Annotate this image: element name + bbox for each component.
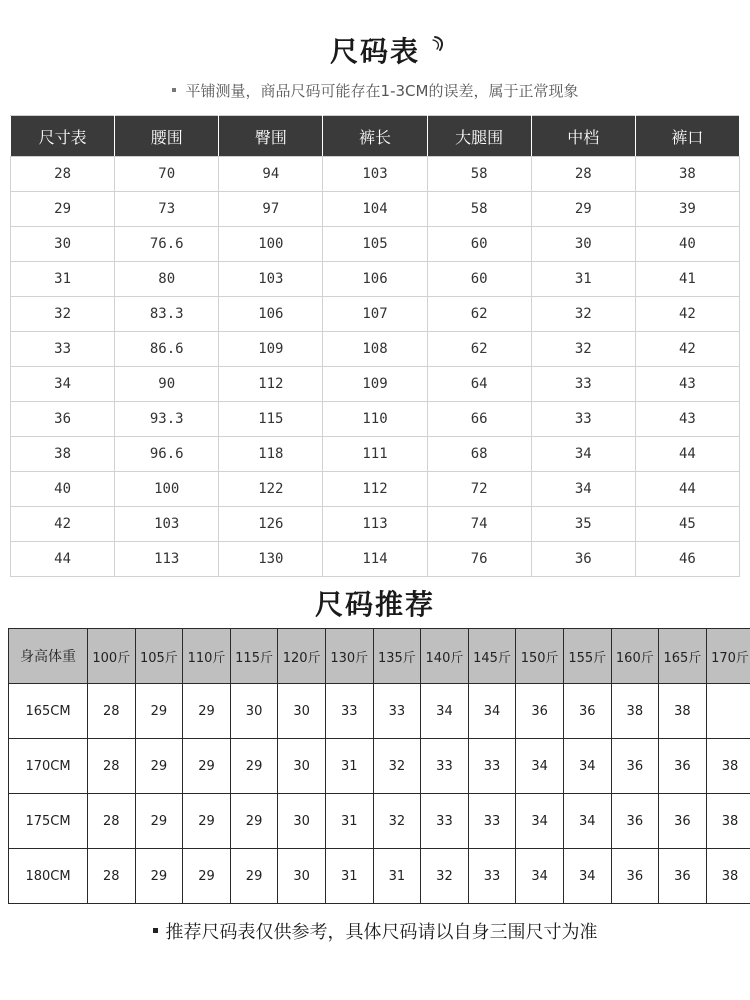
table-cell: 33 [421, 794, 469, 849]
table-cell: 29 [135, 684, 183, 739]
table-cell: 29 [183, 794, 231, 849]
table-cell: 68 [427, 437, 531, 472]
table-cell: 130 [219, 542, 323, 577]
table-cell: 28 [88, 794, 136, 849]
size-table-header-cell: 尺寸表 [11, 116, 115, 157]
table-cell: 73 [115, 192, 219, 227]
table-cell: 76.6 [115, 227, 219, 262]
table-row [9, 794, 750, 849]
table-cell: 43 [635, 367, 739, 402]
table-cell: 42 [635, 332, 739, 367]
size-table-header-cell: 臀围 [219, 116, 323, 157]
table-cell: 33 [531, 402, 635, 437]
table-cell: 86.6 [115, 332, 219, 367]
weight-header-cell: 120斤 [278, 629, 326, 684]
table-row [9, 684, 750, 739]
table-cell: 36 [531, 542, 635, 577]
size-table-header-row [11, 116, 740, 157]
table-cell: 30 [278, 684, 326, 739]
table-cell: 43 [635, 402, 739, 437]
table-cell: 34 [468, 684, 516, 739]
table-cell: 42 [635, 297, 739, 332]
table-cell: 29 [183, 684, 231, 739]
table-cell: 29 [135, 849, 183, 904]
table-cell: 36 [659, 794, 707, 849]
table-cell: 108 [323, 332, 427, 367]
recommendation-title: 尺码推荐 [314, 588, 435, 621]
table-cell: 29 [135, 794, 183, 849]
corner-header-cell: 身高体重 [9, 629, 88, 684]
weight-header-cell: 115斤 [230, 629, 278, 684]
table-cell: 100 [115, 472, 219, 507]
table-cell: 33 [468, 739, 516, 794]
table-cell: 66 [427, 402, 531, 437]
table-cell: 83.3 [115, 297, 219, 332]
table-cell: 28 [88, 849, 136, 904]
table-cell: 36 [611, 794, 659, 849]
table-cell: 33 [468, 794, 516, 849]
table-cell: 29 [183, 849, 231, 904]
table-cell: 113 [115, 542, 219, 577]
table-cell: 28 [88, 739, 136, 794]
table-cell: 29 [183, 739, 231, 794]
table-cell [706, 684, 750, 739]
height-row-header: 165CM [9, 684, 88, 739]
table-cell: 115 [219, 402, 323, 437]
weight-header-cell: 100斤 [88, 629, 136, 684]
recommendation-note [0, 918, 750, 944]
table-cell: 38 [635, 157, 739, 192]
size-table-header-cell: 腰围 [115, 116, 219, 157]
table-cell: 40 [11, 472, 115, 507]
table-cell: 62 [427, 332, 531, 367]
table-cell: 38 [706, 794, 750, 849]
weight-header-cell: 105斤 [135, 629, 183, 684]
table-row [11, 227, 740, 262]
table-cell: 112 [219, 367, 323, 402]
table-row [11, 507, 740, 542]
table-cell: 33 [468, 849, 516, 904]
table-cell: 32 [421, 849, 469, 904]
table-cell: 104 [323, 192, 427, 227]
table-cell: 29 [230, 794, 278, 849]
weight-header-cell: 170斤 [706, 629, 750, 684]
table-cell: 44 [635, 472, 739, 507]
table-cell: 32 [373, 739, 421, 794]
table-cell: 46 [635, 542, 739, 577]
table-cell: 103 [115, 507, 219, 542]
table-cell: 31 [531, 262, 635, 297]
table-cell: 80 [115, 262, 219, 297]
table-cell: 76 [427, 542, 531, 577]
table-cell: 44 [11, 542, 115, 577]
table-cell: 105 [323, 227, 427, 262]
measurement-note-text: 平铺测量，商品尺码可能存在1-3CM的误差，属于正常现象 [185, 82, 579, 100]
table-cell: 110 [323, 402, 427, 437]
table-cell: 60 [427, 262, 531, 297]
height-row-header: 175CM [9, 794, 88, 849]
table-cell: 36 [611, 739, 659, 794]
weight-header-cell: 155斤 [563, 629, 611, 684]
table-row [11, 367, 740, 402]
table-cell: 44 [635, 437, 739, 472]
table-cell: 36 [563, 684, 611, 739]
table-cell: 36 [659, 739, 707, 794]
table-cell: 64 [427, 367, 531, 402]
table-cell: 103 [323, 157, 427, 192]
table-cell: 34 [516, 739, 564, 794]
table-cell: 38 [611, 684, 659, 739]
table-cell: 33 [531, 367, 635, 402]
size-table-header-cell: 中档 [531, 116, 635, 157]
recommendation-table [8, 628, 750, 904]
table-row [11, 192, 740, 227]
table-cell: 34 [516, 794, 564, 849]
table-cell: 32 [531, 332, 635, 367]
table-cell: 28 [11, 157, 115, 192]
table-cell: 96.6 [115, 437, 219, 472]
table-cell: 97 [219, 192, 323, 227]
table-cell: 34 [563, 739, 611, 794]
table-cell: 34 [531, 472, 635, 507]
table-cell: 45 [635, 507, 739, 542]
table-cell: 33 [11, 332, 115, 367]
table-cell: 30 [278, 794, 326, 849]
table-cell: 58 [427, 157, 531, 192]
height-row-header: 180CM [9, 849, 88, 904]
table-cell: 34 [11, 367, 115, 402]
table-cell: 29 [135, 739, 183, 794]
table-cell: 29 [230, 849, 278, 904]
weight-header-cell: 135斤 [373, 629, 421, 684]
table-cell: 112 [323, 472, 427, 507]
size-table [10, 115, 740, 577]
table-cell: 30 [230, 684, 278, 739]
height-row-header: 170CM [9, 739, 88, 794]
table-row [9, 739, 750, 794]
table-row [11, 472, 740, 507]
table-cell: 72 [427, 472, 531, 507]
table-cell: 32 [11, 297, 115, 332]
table-cell: 93.3 [115, 402, 219, 437]
table-cell: 62 [427, 297, 531, 332]
table-row [9, 849, 750, 904]
table-cell: 34 [421, 684, 469, 739]
table-cell: 111 [323, 437, 427, 472]
table-cell: 31 [325, 739, 373, 794]
table-cell: 30 [11, 227, 115, 262]
table-cell: 31 [11, 262, 115, 297]
table-cell: 30 [278, 849, 326, 904]
recommendation-note-text: 推荐尺码表仅供参考，具体尺码请以自身三围尺寸为准 [165, 922, 598, 943]
weight-header-cell: 130斤 [325, 629, 373, 684]
table-cell: 34 [516, 849, 564, 904]
table-cell: 42 [11, 507, 115, 542]
table-cell: 70 [115, 157, 219, 192]
table-cell: 32 [531, 297, 635, 332]
weight-header-cell: 145斤 [468, 629, 516, 684]
table-cell: 113 [323, 507, 427, 542]
table-cell: 31 [325, 794, 373, 849]
table-cell: 34 [531, 437, 635, 472]
table-cell: 30 [278, 739, 326, 794]
bullet-icon [153, 928, 158, 933]
weight-header-cell: 150斤 [516, 629, 564, 684]
table-cell: 36 [11, 402, 115, 437]
table-cell: 118 [219, 437, 323, 472]
table-cell: 122 [219, 472, 323, 507]
table-cell: 33 [325, 684, 373, 739]
table-cell: 114 [323, 542, 427, 577]
table-row [11, 157, 740, 192]
table-cell: 94 [219, 157, 323, 192]
table-cell: 38 [659, 684, 707, 739]
table-cell: 38 [706, 849, 750, 904]
table-cell: 36 [516, 684, 564, 739]
table-cell: 90 [115, 367, 219, 402]
size-table-header-cell: 裤长 [323, 116, 427, 157]
table-cell: 38 [11, 437, 115, 472]
table-cell: 28 [531, 157, 635, 192]
table-cell: 29 [230, 739, 278, 794]
table-cell: 109 [219, 332, 323, 367]
table-cell: 31 [325, 849, 373, 904]
table-row [11, 262, 740, 297]
table-row [11, 297, 740, 332]
table-row [11, 437, 740, 472]
table-cell: 34 [563, 849, 611, 904]
table-cell: 29 [11, 192, 115, 227]
recommendation-header-row [9, 629, 750, 684]
table-cell: 106 [323, 262, 427, 297]
table-cell: 35 [531, 507, 635, 542]
table-cell: 36 [611, 849, 659, 904]
table-cell: 106 [219, 297, 323, 332]
table-cell: 74 [427, 507, 531, 542]
table-cell: 29 [531, 192, 635, 227]
table-cell: 33 [421, 739, 469, 794]
size-table-body [11, 157, 740, 577]
table-cell: 100 [219, 227, 323, 262]
table-cell: 32 [373, 794, 421, 849]
table-cell: 126 [219, 507, 323, 542]
weight-header-cell: 110斤 [183, 629, 231, 684]
table-cell: 39 [635, 192, 739, 227]
weight-header-cell: 160斤 [611, 629, 659, 684]
table-cell: 38 [706, 739, 750, 794]
table-cell: 103 [219, 262, 323, 297]
table-cell: 41 [635, 262, 739, 297]
table-cell: 34 [563, 794, 611, 849]
table-cell: 31 [373, 849, 421, 904]
table-row [11, 402, 740, 437]
table-cell: 107 [323, 297, 427, 332]
weight-header-cell: 140斤 [421, 629, 469, 684]
table-cell: 30 [531, 227, 635, 262]
table-row [11, 332, 740, 367]
bullet-icon [172, 88, 176, 92]
measurement-note [0, 80, 750, 101]
table-cell: 36 [659, 849, 707, 904]
recommendation-table-body [9, 684, 750, 904]
size-table-header-cell: 大腿围 [427, 116, 531, 157]
table-cell: 33 [373, 684, 421, 739]
table-cell: 40 [635, 227, 739, 262]
swoosh-decoration-icon [432, 35, 448, 53]
table-cell: 28 [88, 684, 136, 739]
table-cell: 58 [427, 192, 531, 227]
table-cell: 60 [427, 227, 531, 262]
table-row [11, 542, 740, 577]
weight-header-cell: 165斤 [659, 629, 707, 684]
size-chart-title: 尺码表 [329, 35, 420, 68]
size-table-header-cell: 裤口 [635, 116, 739, 157]
table-cell: 109 [323, 367, 427, 402]
